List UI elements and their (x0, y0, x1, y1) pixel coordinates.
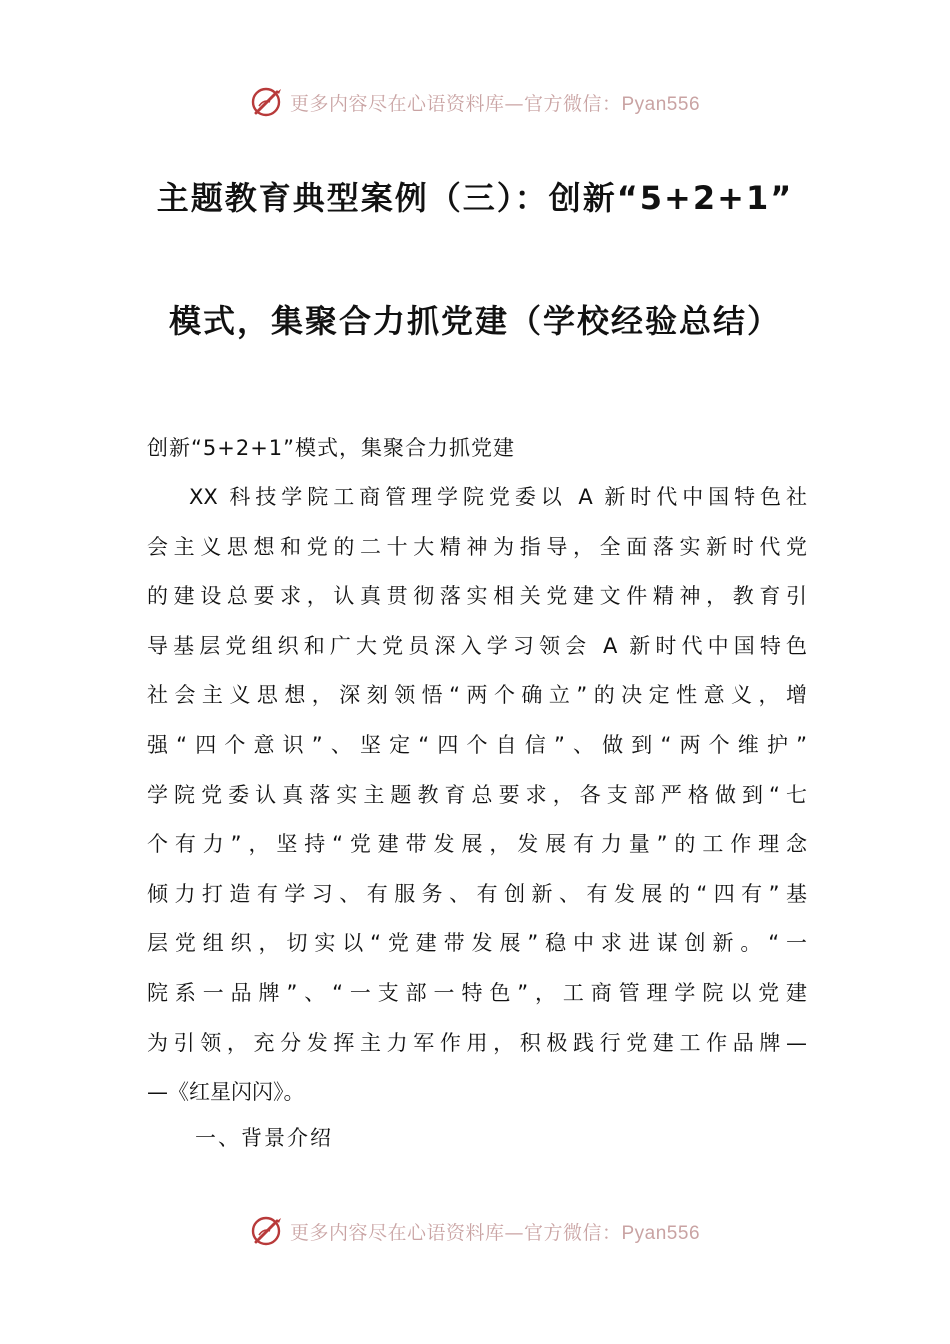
pen-logo-icon (250, 1214, 284, 1248)
document-title-line-1: 主题教育典型案例（三）：创新“5+2+1” (156, 179, 794, 217)
banner-text (290, 89, 700, 116)
body-line: 层党组织，切实以“党建带发展”稳中求进谋创新。“一 (147, 931, 807, 956)
body-line: 个有力”，坚持“党建带发展，发展有力量”的工作理念 (147, 832, 807, 857)
body-line: 强“四个意识”、坚定“四个自信”、做到“两个维护” (147, 732, 807, 757)
footer-banner (0, 1211, 950, 1251)
body-line: 为引领，充分发挥主力军作用，积极践行党建工作品牌— (147, 1030, 807, 1055)
body-line: 社会主义思想，深刻领悟“两个确立”的决定性意义，增 (147, 683, 807, 708)
body-line: 学院党委认真落实主题教育总要求，各支部严格做到“七 (147, 782, 807, 807)
banner-wechat-id: Pyan556 (621, 93, 701, 115)
header-banner (0, 82, 950, 122)
body-line: XX 科技学院工商管理学院党委以 A 新时代中国特色社 (189, 485, 807, 509)
section-heading: 一、背景介绍 (195, 1126, 333, 1150)
banner-slogan: 更多内容尽在心语资料库—官方微信： (289, 92, 622, 115)
body-line: 会主义思想和党的二十大精神为指导，全面落实新时代党 (147, 534, 807, 559)
banner-wechat-id: Pyan556 (621, 1222, 701, 1244)
body-line: 的建设总要求，认真贯彻落实相关党建文件精神，教育引 (147, 584, 807, 609)
body-line: 院系一品牌”、“一支部一特色”，工商管理学院以党建 (147, 980, 807, 1005)
body-paragraph (147, 473, 807, 1118)
body-line: 倾力打造有学习、有服务、有创新、有发展的“四有”基 (147, 881, 807, 906)
pen-logo-icon (250, 85, 284, 119)
body-line: 导基层党组织和广大党员深入学习领会 A 新时代中国特色 (147, 633, 807, 658)
body-line: —《红星闪闪》。 (147, 1080, 305, 1105)
document-subheading: 创新“5+2+1”模式，集聚合力抓党建 (147, 436, 516, 460)
banner-slogan: 更多内容尽在心语资料库—官方微信： (289, 1221, 622, 1244)
banner-text (290, 1218, 700, 1245)
document-title-line-2: 模式，集聚合力抓党建（学校经验总结） (168, 302, 781, 340)
